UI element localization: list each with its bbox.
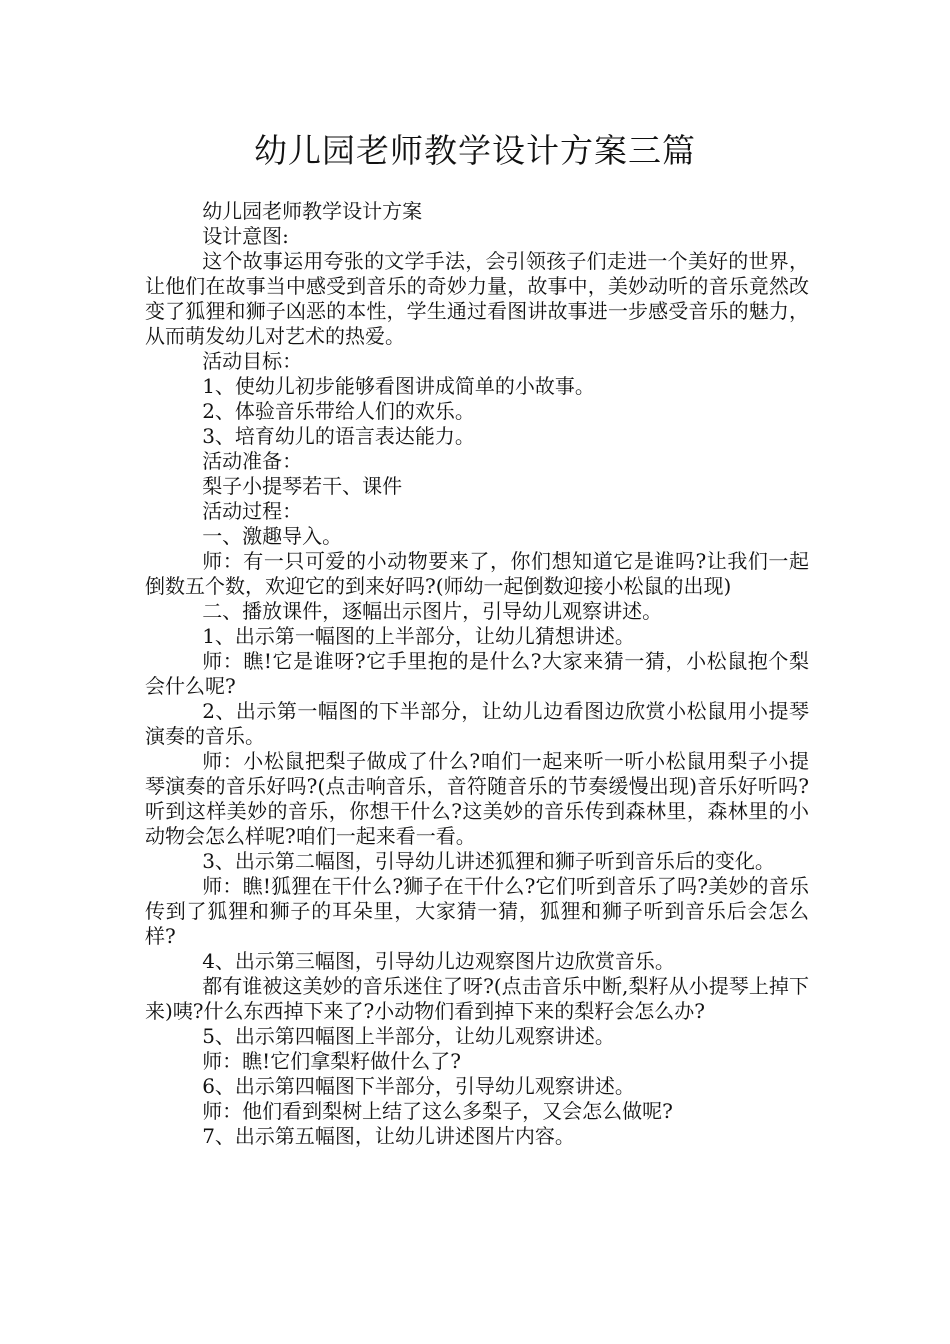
paragraph-teacher-2: 师：瞧!它是谁呀?它手里抱的是什么?大家来猜一猜，小松鼠抱个梨会什么呢?: [145, 649, 809, 698]
paragraph-subtitle: 幼儿园老师教学设计方案: [202, 199, 423, 223]
paragraph-goals-heading: 活动目标：: [202, 349, 303, 373]
paragraph-goal-3: 3、培育幼儿的语言表达能力。: [202, 424, 475, 448]
paragraph-teacher-6: 师：瞧!它们拿梨籽做什么了?: [202, 1049, 461, 1073]
paragraph-step-2: 二、播放课件，逐幅出示图片，引导幼儿观察讲述。: [202, 599, 663, 623]
paragraph-teacher-4: 师：瞧!狐狸在干什么?狮子在干什么?它们听到音乐了吗?美妙的音乐传到了狐狸和狮子的耳朵里，大家猜一猜，狐狸和狮子听到音乐后会怎么样?: [145, 874, 809, 948]
paragraph-step-2-1: 1、出示第一幅图的上半部分，让幼儿猜想讲述。: [202, 624, 635, 648]
paragraph-teacher-7: 师：他们看到梨树上结了这么多梨子，又会怎么做呢?: [202, 1099, 673, 1123]
paragraph-goal-2: 2、体验音乐带给人们的欢乐。: [202, 399, 475, 423]
paragraph-step-2-6: 6、出示第四幅图下半部分，引导幼儿观察讲述。: [202, 1074, 635, 1098]
paragraph-preparation: 梨子小提琴若干、课件: [202, 474, 403, 498]
paragraph-teacher-3: 师：小松鼠把梨子做成了什么?咱们一起来听一听小松鼠用梨子小提琴演奏的音乐好吗?(点击响音乐，音符随音乐的节奏缓慢出现)音乐好听吗?听到这样美妙的音乐，你想干什么?这美妙的音乐传到森林里，森林里的小动物会怎么样呢?咱们一起来看一看。: [145, 749, 809, 848]
paragraph-process-heading: 活动过程：: [202, 499, 303, 523]
paragraph-teacher-1: 师：有一只可爱的小动物要来了，你们想知道它是谁吗?让我们一起倒数五个数，欢迎它的到来好吗?(师幼一起倒数迎接小松鼠的出现): [145, 549, 809, 598]
paragraph-step-2-3: 3、出示第二幅图，引导幼儿讲述狐狸和狮子听到音乐后的变化。: [202, 849, 775, 873]
paragraph-step-2-2: 2、出示第一幅图的下半部分，让幼儿边看图边欣赏小松鼠用小提琴演奏的音乐。: [145, 699, 809, 748]
paragraph-step-2-7: 7、出示第五幅图，让幼儿讲述图片内容。: [202, 1124, 575, 1148]
paragraph-step-2-4: 4、出示第三幅图，引导幼儿边观察图片边欣赏音乐。: [202, 949, 675, 973]
document-body: [145, 199, 809, 1149]
paragraph-preparation-heading: 活动准备：: [202, 449, 303, 473]
paragraph-design-intent: 这个故事运用夸张的文学手法，会引领孩子们走进一个美好的世界，让他们在故事当中感受到音乐的奇妙力量，故事中，美妙动听的音乐竟然改变了狐狸和狮子凶恶的本性，学生通过看图讲故事进一步感受音乐的魅力，从而萌发幼儿对艺术的热爱。: [145, 249, 809, 348]
paragraph-step-2-5: 5、出示第四幅图上半部分，让幼儿观察讲述。: [202, 1024, 615, 1048]
paragraph-design-intent-heading: 设计意图:: [202, 224, 289, 248]
paragraph-goal-1: 1、使幼儿初步能够看图讲成简单的小故事。: [202, 374, 595, 398]
document-title: 幼儿园老师教学设计方案三篇: [254, 131, 696, 170]
paragraph-teacher-5: 都有谁被这美妙的音乐迷住了呀?(点击音乐中断,梨籽从小提琴上掉下来)咦?什么东西掉下来了?小动物们看到掉下来的梨籽会怎么办?: [145, 974, 809, 1023]
paragraph-step-1: 一、激趣导入。: [202, 524, 343, 548]
